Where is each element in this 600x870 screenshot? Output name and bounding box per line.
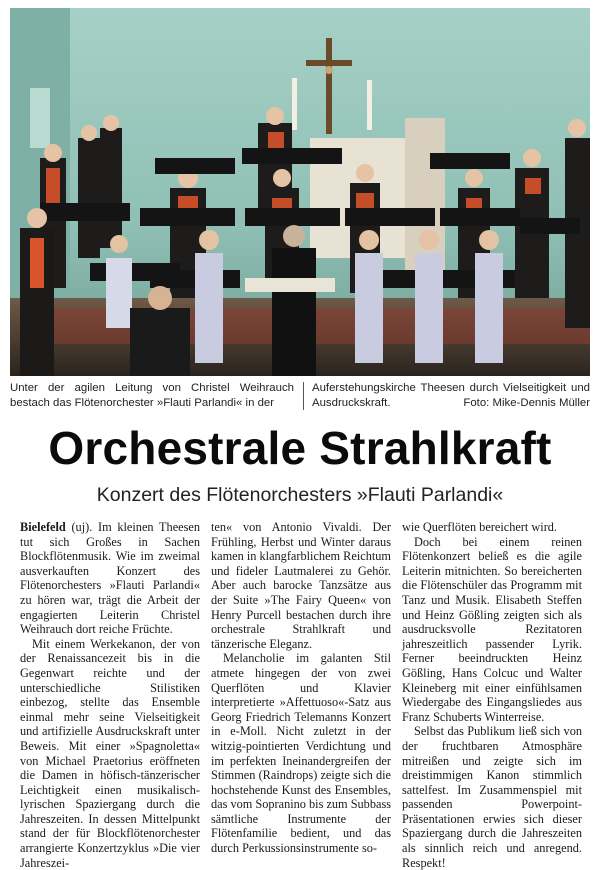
article-paragraph: wie Querflöten bereichert wird. [402,520,558,534]
article-paragraph: Selbst das Publikum ließ sich von der fruchtbaren Atmosphäre mitreißen und zeigte sich im dreistimmigen Kanon stimmlich sattelfest. Im Zusammenspiel mit passenden Powerpoint-Präsentationen erwies sich dieser Spaziergang durch die Jahreszeiten als sinnlich reich und anregend. Respekt! [402,724,582,870]
article-dateline: Bielefeld [20,520,66,534]
article-paragraph: Melancholie im galanten Stil atmete hingegen der von zwei Querflöten und Klavier interpretierte »Affettuoso«-Satz aus Georg Friedrich Telemanns Konzert in e-Moll. Nicht zuletzt in der witzig-pointierten Verdichtung und im perfekten Ineinandergreifen der Stimmen (Raindrops) zeigte sich die hochstehende Kunst des Ensembles, das vom Sopranino bis zum Subbass sämtliche Instrumente der Flötenfamilie bedient, und das durch Perkussionsinstrumente so- [211,651,392,856]
caption-right [312,381,590,411]
article-text: Im kleinen Theesen tut sich Großes in Sachen Blockflötenmusik. Wie im zweimal ausverkauften Konzert des Flötenorchesters »Flauti Parlandi« zu hören war, trägt die Arbeit der engagierten Leiterin Christel Weihrauch dort reiche Früchte. [20,520,200,637]
article-column-3 [402,520,582,870]
article-column-1 [20,520,200,870]
article-headline: Orchestrale Strahlkraft [48,422,552,474]
article-column-2 [211,520,391,856]
caption-left: Unter der agilen Leitung von Christel Weihrauch bestach das Flötenorchester »Flauti Parlandi« in der [10,382,294,409]
concert-photo-illustration [10,8,590,376]
article-paragraph: Mit einem Werkekanon, der von der Renaissancezeit bis in die Gegenwart reichte und der unterschiedliche Stilistiken einbezog, stellte das Ensemble einmal mehr seine Vielseitigkeit und artifizielle Ausdruckskraft unter Beweis. Mit einer »Spagnoletta« von Michael Praetorius eröffneten die Damen in höfisch-tänzerischer Leichtigkeit einen musikalisch-lyrischen Spaziergang durch die Jahreszeiten. In dessen Mittelpunkt stand der für Blockflötenorchester arrangierte Konzertzyklus »Die vier Jahreszei- [20,636,200,870]
photo-credit: Foto: Mike-Dennis Müller [463,397,590,409]
article-paragraph: ten« von Antonio Vivaldi. Der Frühling, Herbst und Winter daraus kamen in klangfarblichem Reichtum und fideler Lautmalerei zu Gehör. Aber auch barocke Tanzsätze aus der Suite »The Fairy Queen« von Henry Purcell bestachen durch ihre orchestrale Strahlkraft und tänzerische Eleganz. [211,520,391,651]
caption-right-text: Auferstehungskirche Theesen durch Vielseitigkeit und Ausdruckskraft. [312,382,590,409]
article-subheadline: Konzert des Flötenorchesters »Flauti Parlandi« [96,484,504,506]
article-byline: (uj). [65,520,98,534]
article-paragraph: Doch bei einem reinen Flötenkonzert beließ es die agile Leiterin mitnichten. So bereicherten die Flötenschüler das Programm mit Tanz und Musik. Elisabeth Steffen und Heinz Gößling zeigten sich als ausdrucksvolle Rezitatoren jahreszeitlich passender Lyrik. Ferner beeindruckten Heinz Gößling, Hans Colcuc und Walter Kleineberg mit einer einfühlsamen Wiedergabe des Eingangsliedes aus Franz Schuberts Winterreise. [402,534,582,724]
caption-divider [303,382,304,410]
concert-photo [10,8,590,376]
photo-caption [10,379,590,413]
article-paragraph [20,520,200,637]
